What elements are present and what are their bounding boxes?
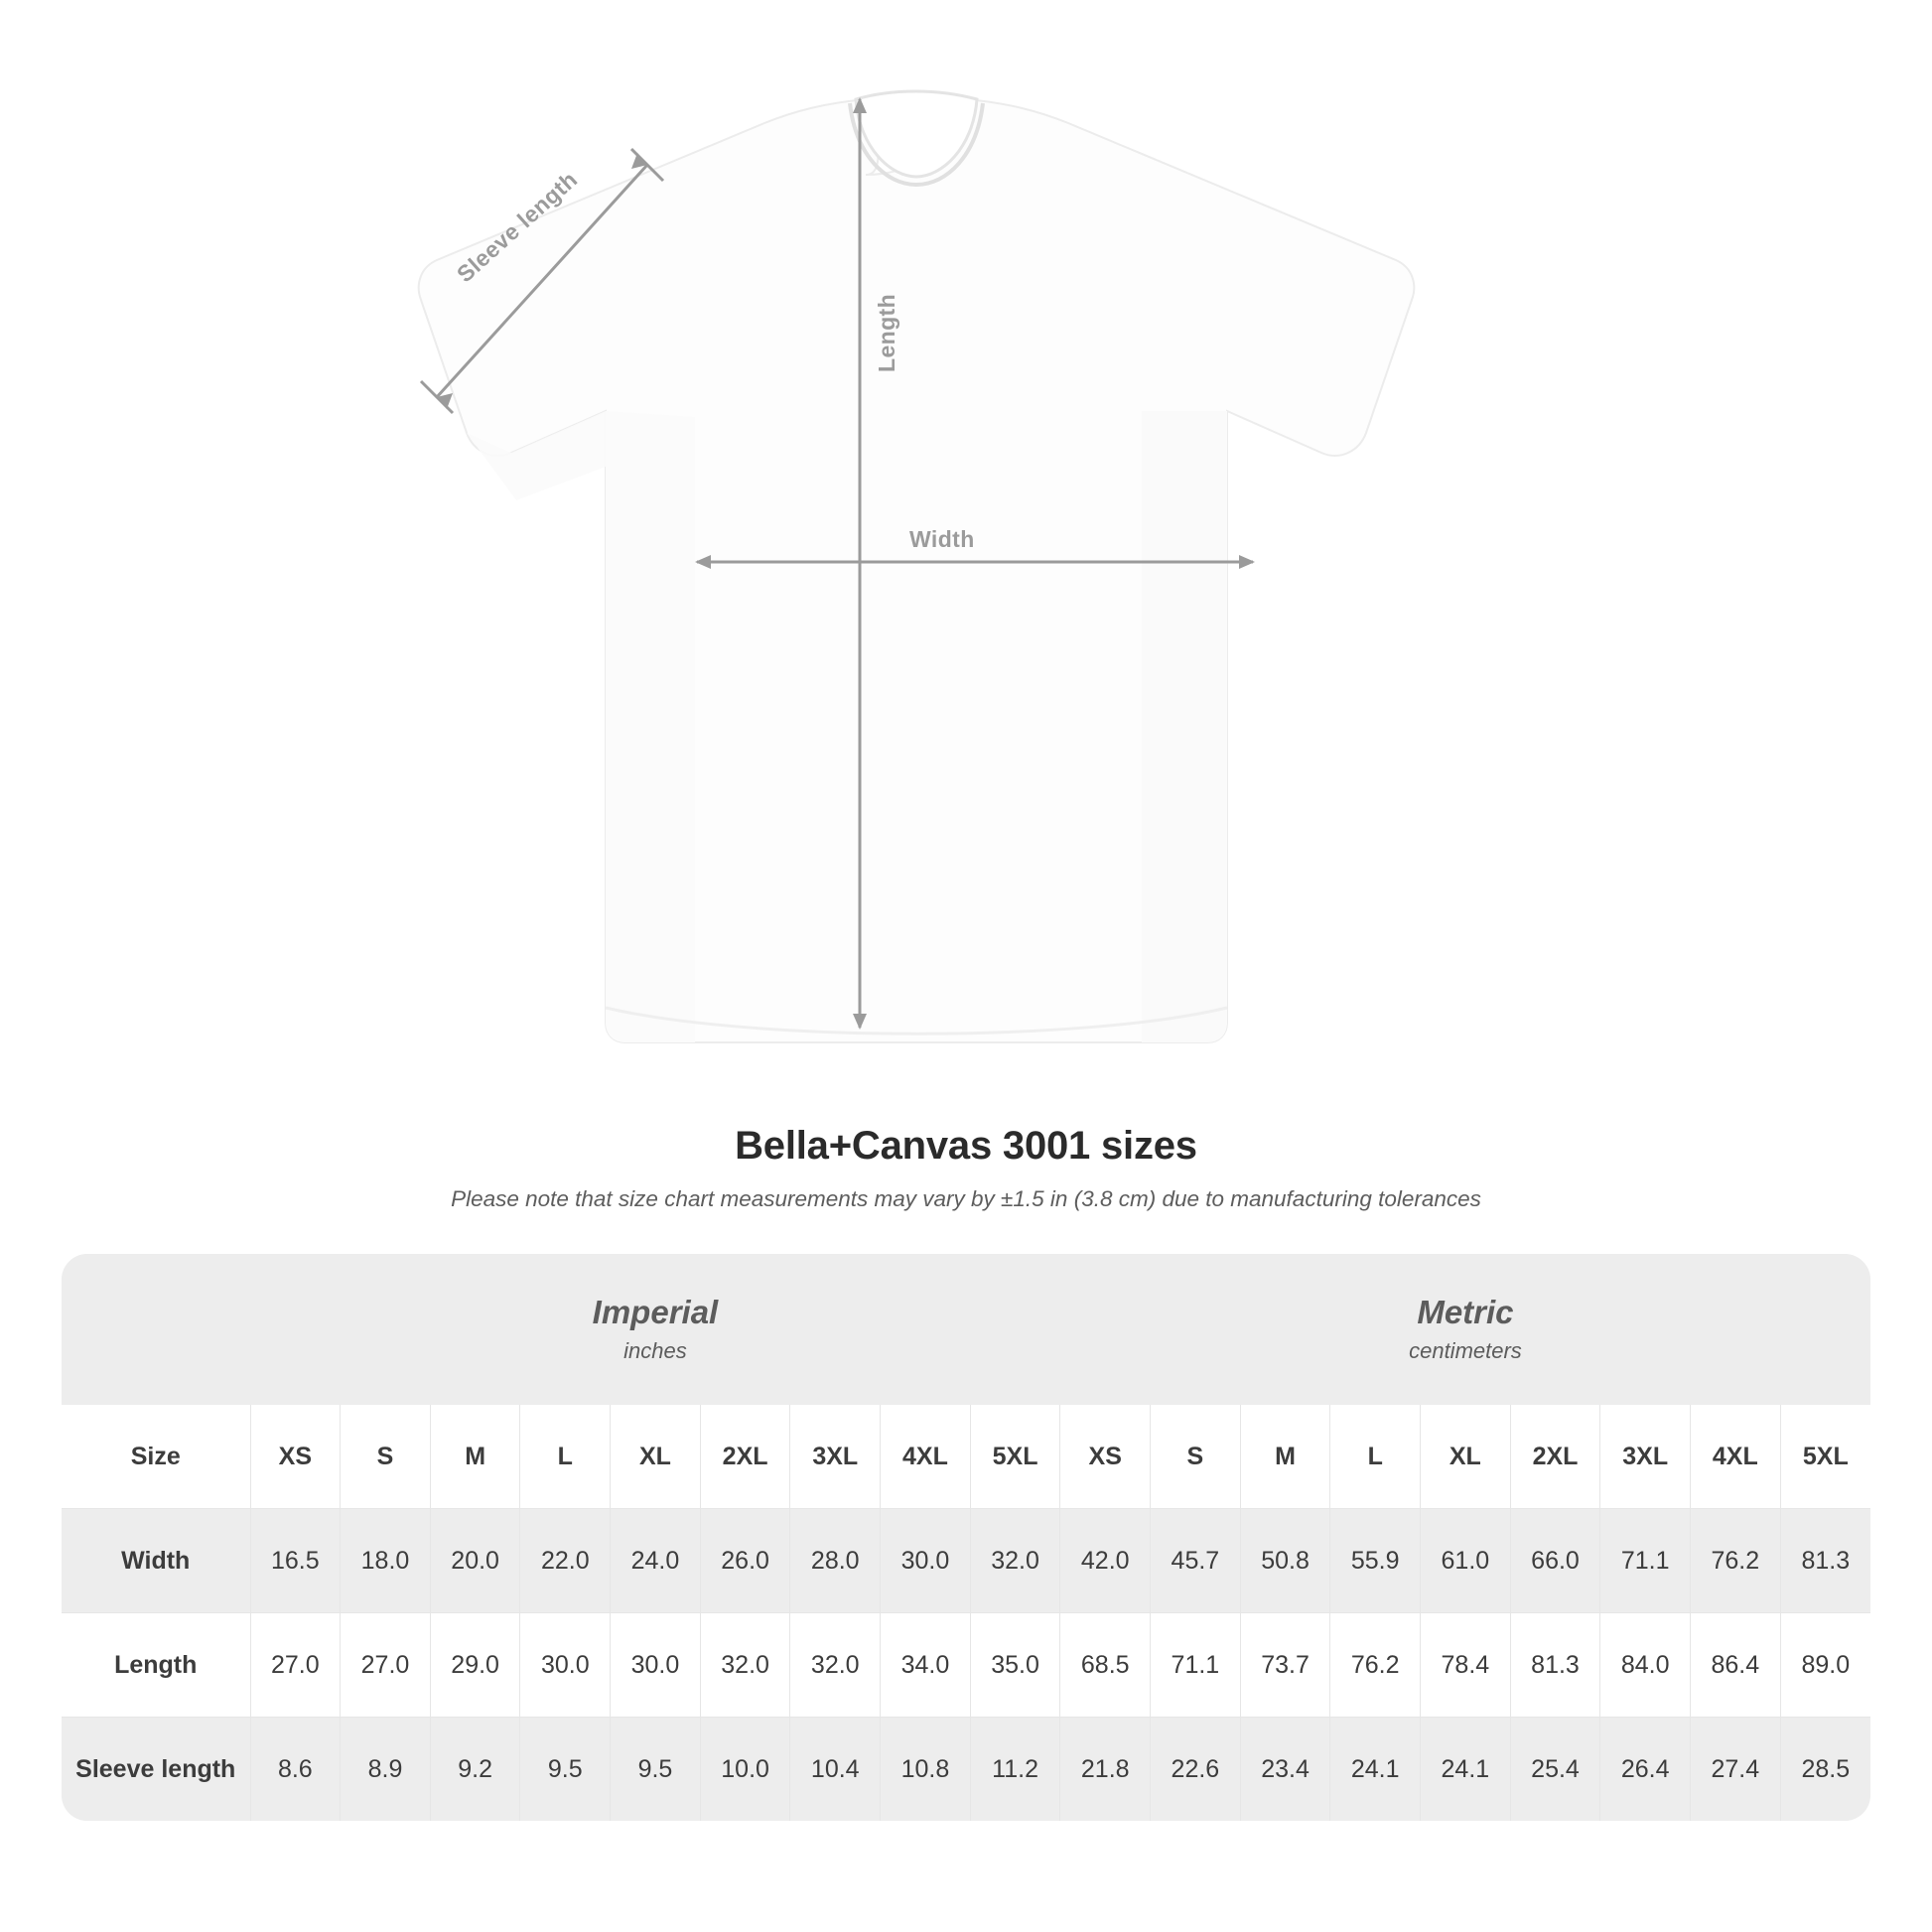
cell: 27.0 bbox=[250, 1613, 341, 1718]
cell: 81.3 bbox=[1780, 1509, 1870, 1613]
size-header-cell: S bbox=[1151, 1405, 1241, 1509]
cell: 35.0 bbox=[970, 1613, 1060, 1718]
unit-imperial-sub: inches bbox=[623, 1338, 687, 1364]
cell: 61.0 bbox=[1421, 1509, 1511, 1613]
cell: 89.0 bbox=[1780, 1613, 1870, 1718]
cell: 84.0 bbox=[1600, 1613, 1691, 1718]
cell: 86.4 bbox=[1691, 1613, 1781, 1718]
cell: 78.4 bbox=[1421, 1613, 1511, 1718]
cell: 22.0 bbox=[520, 1509, 611, 1613]
cell: 10.4 bbox=[790, 1718, 881, 1822]
cell: 32.0 bbox=[790, 1613, 881, 1718]
row-label-sleeve-length: Sleeve length bbox=[62, 1718, 250, 1822]
cell: 71.1 bbox=[1600, 1509, 1691, 1613]
width-dimension-label: Width bbox=[909, 526, 975, 552]
cell: 30.0 bbox=[520, 1613, 611, 1718]
table-row bbox=[62, 1613, 1870, 1718]
cell: 25.4 bbox=[1510, 1718, 1600, 1822]
cell: 11.2 bbox=[970, 1718, 1060, 1822]
unit-row-spacer bbox=[62, 1254, 250, 1405]
size-header-cell: 4XL bbox=[1691, 1405, 1781, 1509]
cell: 73.7 bbox=[1240, 1613, 1330, 1718]
size-header-cell: 5XL bbox=[970, 1405, 1060, 1509]
cell: 81.3 bbox=[1510, 1613, 1600, 1718]
cell: 9.5 bbox=[611, 1718, 701, 1822]
cell: 55.9 bbox=[1330, 1509, 1421, 1613]
size-header-cell: M bbox=[1240, 1405, 1330, 1509]
cell: 66.0 bbox=[1510, 1509, 1600, 1613]
title-block bbox=[0, 1124, 1932, 1212]
cell: 28.0 bbox=[790, 1509, 881, 1613]
size-header-cell: 4XL bbox=[881, 1405, 971, 1509]
size-header-cell: XS bbox=[1060, 1405, 1151, 1509]
cell: 27.4 bbox=[1691, 1718, 1781, 1822]
cell: 29.0 bbox=[430, 1613, 520, 1718]
row-label-width: Width bbox=[62, 1509, 250, 1613]
cell: 30.0 bbox=[881, 1509, 971, 1613]
table-row bbox=[62, 1509, 1870, 1613]
cell: 32.0 bbox=[970, 1509, 1060, 1613]
unit-metric-name: Metric bbox=[1417, 1293, 1514, 1330]
size-header-cell: L bbox=[1330, 1405, 1421, 1509]
cell: 8.6 bbox=[250, 1718, 341, 1822]
cell: 68.5 bbox=[1060, 1613, 1151, 1718]
cell: 16.5 bbox=[250, 1509, 341, 1613]
cell: 45.7 bbox=[1151, 1509, 1241, 1613]
table-row bbox=[62, 1718, 1870, 1822]
cell: 28.5 bbox=[1780, 1718, 1870, 1822]
cell: 9.5 bbox=[520, 1718, 611, 1822]
size-header-cell: XL bbox=[611, 1405, 701, 1509]
cell: 30.0 bbox=[611, 1613, 701, 1718]
unit-metric-cell bbox=[1060, 1254, 1870, 1405]
page-title: Bella+Canvas 3001 sizes bbox=[735, 1124, 1197, 1168]
cell: 24.1 bbox=[1330, 1718, 1421, 1822]
size-header-cell: L bbox=[520, 1405, 611, 1509]
size-header-cell: 2XL bbox=[1510, 1405, 1600, 1509]
size-header-cell: XS bbox=[250, 1405, 341, 1509]
size-header-cell: 2XL bbox=[700, 1405, 790, 1509]
size-header-cell: M bbox=[430, 1405, 520, 1509]
cell: 18.0 bbox=[341, 1509, 431, 1613]
cell: 9.2 bbox=[430, 1718, 520, 1822]
cell: 22.6 bbox=[1151, 1718, 1241, 1822]
cell: 24.0 bbox=[611, 1509, 701, 1613]
cell: 27.0 bbox=[341, 1613, 431, 1718]
cell: 42.0 bbox=[1060, 1509, 1151, 1613]
length-dimension-label: Length bbox=[874, 293, 899, 372]
cell: 26.4 bbox=[1600, 1718, 1691, 1822]
size-table-container bbox=[62, 1254, 1870, 1821]
cell: 8.9 bbox=[341, 1718, 431, 1822]
cell: 34.0 bbox=[881, 1613, 971, 1718]
cell: 50.8 bbox=[1240, 1509, 1330, 1613]
size-header-cell: 3XL bbox=[790, 1405, 881, 1509]
cell: 26.0 bbox=[700, 1509, 790, 1613]
cell: 24.1 bbox=[1421, 1718, 1511, 1822]
cell: 21.8 bbox=[1060, 1718, 1151, 1822]
sleeve-length-dimension-label: Sleeve length bbox=[452, 166, 583, 288]
cell: 10.0 bbox=[700, 1718, 790, 1822]
cell: 76.2 bbox=[1330, 1613, 1421, 1718]
unit-header-row bbox=[62, 1254, 1870, 1405]
size-table bbox=[62, 1254, 1870, 1821]
tolerance-note: Please note that size chart measurements may vary by ±1.5 in (3.8 cm) due to manufacturing tolerances bbox=[451, 1186, 1481, 1211]
cell: 76.2 bbox=[1691, 1509, 1781, 1613]
unit-imperial-name: Imperial bbox=[592, 1293, 719, 1330]
cell: 71.1 bbox=[1151, 1613, 1241, 1718]
cell: 10.8 bbox=[881, 1718, 971, 1822]
size-header-cell: 3XL bbox=[1600, 1405, 1691, 1509]
cell: 20.0 bbox=[430, 1509, 520, 1613]
size-corner-label: Size bbox=[62, 1405, 250, 1509]
cell: 32.0 bbox=[700, 1613, 790, 1718]
cell: 23.4 bbox=[1240, 1718, 1330, 1822]
unit-metric-sub: centimeters bbox=[1409, 1338, 1522, 1364]
size-header-row bbox=[62, 1405, 1870, 1509]
size-header-cell: XL bbox=[1421, 1405, 1511, 1509]
row-label-length: Length bbox=[62, 1613, 250, 1718]
size-header-cell: 5XL bbox=[1780, 1405, 1870, 1509]
unit-imperial-cell bbox=[250, 1254, 1060, 1405]
size-header-cell: S bbox=[341, 1405, 431, 1509]
